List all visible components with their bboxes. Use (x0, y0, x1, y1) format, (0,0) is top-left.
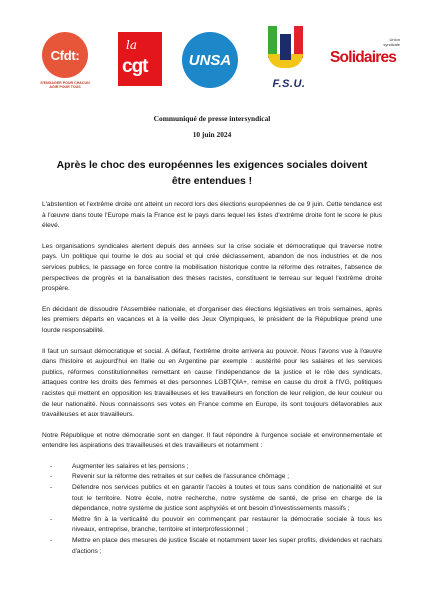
cfdt-logo-name: Cfdt: (42, 32, 88, 78)
union-logos-row (30, 26, 402, 96)
fsu-logo-mark (264, 26, 314, 76)
list-item: - Défendre nos services publics et en garantir l'accès à toutes et tous sans condition de nationalité et sur tout le territoire. Notre école, notre recherche, notre système de santé, de prise en charge de la dépendance, notre système de justice sont asphyxiés et ont besoin d'investissements massifs ; (50, 484, 382, 513)
paragraph: Notre République et notre démocratie sont en danger. Il faut répondre à l'urgence sociale et environnementale et entendre les aspirations des travailleuses et des travailleurs et notamment : (42, 431, 382, 450)
list-item: - Mettre fin à la verticalité du pouvoir en commençant par restaurer la démocratie sociale à tous les niveaux, entreprise, branche, territoire et interprofessionnel ; (50, 515, 382, 534)
list-item: - Mettre en place des mesures de justice fiscale et notamment taxer les super profits, dividendes et rachats d'actions ; (50, 537, 382, 555)
paragraph: Il faut un sursaut démocratique et social. A défaut, l'extrême droite arrivera au pouvoir. Nous l'avons vue à l'œuvre dans l'histoire et aujourd'hui en Italie ou en Argentine par exemple : austérité pour les salaires et les services publics, réformes constitutionnelles remettant en cause l'indépendance de la justice et le rôle des syndicats, attaques contre les droits des femmes et des personnes LGBTQIA+, remise en cause du droit à l'IVG, politiques racistes qui mettent en opposition les travailleuses et les travailleurs en fonction de leur religion, de leur couleur ou de leur nationalité. Nous connaissons ses votes en France comme en Europe, ils sont toujours défavorables aux travailleuses et aux travailleurs. (42, 347, 382, 419)
cgt-logo-small: la (126, 38, 137, 52)
solidaires-logo-name: Solidaires (330, 49, 397, 66)
cfdt-logo (38, 32, 92, 94)
solidaires-logo (330, 38, 402, 82)
demands-list (42, 462, 382, 557)
cgt-logo (118, 32, 162, 86)
paragraph: L'abstention et l'extrême droite ont atteint un record lors des élections européennes de ce 9 juin. Cette tendance est à l'œuvre dans toute l'Europe mais la France est le pays dans lequel les listes d'extrême droite font le score le plus élevé. (42, 201, 382, 230)
cfdt-logo-tagline: S'ENGAGER POUR CHACUN AGIR POUR TOUS (40, 81, 90, 90)
list-item: - Revenir sur la réforme des retraites et sur celles de l'assurance chômage ; (50, 473, 290, 481)
press-release-body (42, 200, 382, 557)
paragraph: Les organisations syndicales alertent depuis des années sur la crise sociale et démocratique qui traverse notre pays. Un politique qui tourne le dos au social et qui crée déclassement, abandon de nos industries et de nos services publics, le passage en force contre la mobilisation historique contre la réforme des retraites, l'absence de perspectives de progrès et la banalisation des thèses racistes, constituent le terreau sur lequel l'extrême droite prospère. (42, 242, 382, 293)
document-date: 10 juin 2024 (192, 130, 232, 139)
fsu-logo (260, 26, 318, 94)
solidaires-logo-tagline: Union syndicale (383, 37, 400, 47)
list-item: - Augmenter les salaires et les pensions ; (50, 462, 189, 470)
press-release-title: Après le choc des européennes les exigences sociales doivent être entendues ! (56, 160, 368, 187)
fsu-logo-name: F.S.U. (272, 78, 306, 90)
paragraph: En décidant de dissoudre l'Assemblée nationale, et d'organiser des élections législatives en trois semaines, après les premiers départs en vacances et à la veille des Jeux Olympiques, le président de la République prend une lourde responsabilité. (42, 305, 382, 334)
unsa-logo: UNSA (182, 32, 238, 88)
cgt-logo-name: cgt (122, 56, 148, 77)
document-kind: Communiqué de presse intersyndical (153, 114, 271, 123)
